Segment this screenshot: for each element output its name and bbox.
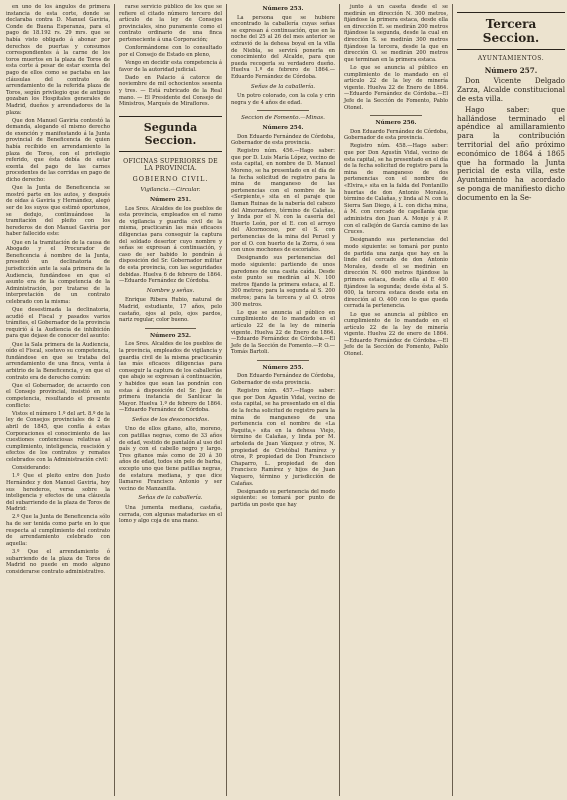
vigilancia-title: Vigilancia.—Circular.: [140, 187, 201, 194]
caballeria-title: Señas de la caballería.: [138, 495, 203, 502]
office-subtitle: GOBIERNO CIVIL.: [132, 174, 209, 183]
paragraph: Lo que se anuncia al público en cumplimiento de lo mandado en el artículo 22 de la ley de minería vigente. Huelva 22 de Enero de 1864.—Eduardo Fernández de Córdoba.—El Jefe de la Sección de Fomento.—P. O.—Tomás Bartoli.: [231, 309, 335, 356]
nombre-senas-title: Nombre y señas.: [146, 287, 195, 294]
paragraph: Conformándome con lo consultado por el Consejo de Estado en pleno,: [119, 45, 222, 58]
column-4: [339, 4, 452, 796]
divider: [257, 360, 309, 361]
paragraph: Que don Manuel Gaviria contestó la demanda, alegando el mismo derecho de exención y manifestando á la Junta provincial de Beneficencia de quien había recibido en arrendamiento la plaza de Toros, con el privilegio referido, que ésta debía de estar exenta del pago de las carnes procedentes de las corridas en pago de dicho derecho:: [6, 117, 110, 184]
paragraph: Que desestimada la declinatoria, acudió el Fiscal y pasados varios trámites, el Gobernador de la provincia requirió á la Audiencia de inhibición para que dejase de conocer del asunto:: [6, 307, 110, 340]
paragraph: Designando sus pertenencias del modo siguiente: partiendo de unos paredones de una casita caída. Desde este punto se medirán al N. 100 metros fijando la primera estaca, al E. 300 metros; para la segunda al S. 200 metros; para la tercera y al O. otros 300 metros.: [231, 255, 335, 308]
paragraph: Que la Sala primera de la Audiencia, oído el Fiscal, sostuvo su competencia, fundándose en que se trataba del arrendamiento de una finca, venta á arbitrio de la Beneficencia, y en que el contrato era de derecho común:: [6, 341, 110, 381]
column-3: [226, 4, 339, 796]
paragraph: Registro núm. 456.—Hago saber: que por D. Luis María López, vecino de esta capital, en nombre de D. Manuel Moreno, se ha presentado en el día de la fecha solicitud de registro para la mina de manganeso de las pertenencias con el nombre de la «Serpiente,» sita en el paraje que llaman Ruinas de la nabería del cabezo del Almorzadero, término de Calañas, y linda por el N. con la casería del Huerto León, por el E. con el arroyo del Alcornocoso, por el S. con pertenencias de la mina del Peruel y por el O. con huerto de la Zorra, ó sea con unos mochones de escoriales.: [231, 148, 335, 254]
paragraph: Designando sus pertenencias del modo siguiente: se tomará por punto de partida una zanja que hay en la linde del cercado de don Antonio Morales, desde el se medirán en dirección N. 600 metros fijándose la primera estaca, desde ella al E 400 fijándose la segunda; desde ésta al S. 600, la tercera estaca desde esta en dirección al O. 400 con lo que queda cerrada la pertenencia.: [344, 237, 448, 310]
divider: [370, 115, 422, 116]
paragraph: Que el Gobernador, de acuerdo con el Consejo provincial, insistió en su competencia, resultando el presente conflicto:: [6, 382, 110, 409]
paragraph: Registro núm. 457.—Hago saber: que por Don Agustín Vidal, vecino de esta capital, se ha presentado en el día de la fecha solicitud de registro para la mina de manganeso de una pertenencia con el nombre de «La Paquita,» sita en la dehesa Viejo, término de Calañas, y linda por M. arboleda de Juan Vázquez y otros, N. propiedad de Cristóbal Ramírez y otros, P. propiedad de Don Francisco Chaparro, L. propiedad de don Francisco Ramírez y hijos de Juan Vaquero, término y jurisdicción de Calañas.: [231, 388, 335, 487]
paragraph: Dado en Palacio á catorce de noviembre de mil ochocientos sesenta y tres. — Está rubricado de la Real mano. — El Presidente del Consejo de Ministros, Marqués de Miraflores.: [119, 74, 222, 108]
paragraph: Considerando:: [12, 465, 51, 472]
notice-number-255: Número 255.: [262, 364, 304, 371]
section-heading-tercera: Tercera Seccion.: [457, 12, 565, 50]
alcalde-line: Don Vicente Delgado Zarza, Alcalde constitucional de esta villa.: [457, 76, 565, 103]
paragraph: Vistos el número 1.º del art. 8.º de la ley de Consejos provinciales de 2 de abril de 1845, que confía á estas Corporaciones el conocimiento de las cuestiones contenciosas relativas al cumplimiento, inteligencia, rescisión y efectos de los contratos y remates celebrados con la Administración civil:: [6, 410, 110, 463]
governor-line-254: Don Eduardo Fernández de Córdoba, Gobernador de esta provincia.: [231, 133, 335, 147]
paragraph: Vengo en decidir esta competencia á favor de la autoridad judicial.: [119, 59, 222, 73]
office-title: OFICINAS SUPERIORES DE LA PROVINCIA.: [123, 157, 218, 173]
paragraph: La persona que se hubiere encontrado la caballería cuyas señas se expresan á continuación, que en la noche del 25 al 26 del mes anterior se extravió de la dehesa boyal en la villa de Niebla, se servirá ponerla en conocimiento del Alcalde, para que pueda recogerla su verdadero dueño. Huelva 1.º de febrero de 1864.—Eduardo Fernández de Córdoba.: [231, 14, 335, 80]
paragraph: Los Sres. Alcaldes de los pueblos de la provincia, empleados de vigilancia y guardia civil de la misma practicarán las más eficaces diligencias para conseguir la captura de los caballerías que abajo se expresan á continuación, y habidos que sean las pondrán con estas á disposición del Sr. Juez de primera instancia de Sanlúcar la Mayor. Huelva 1.º de febrero de 1864.—Eduardo Fernández de Córdoba.: [119, 341, 222, 414]
paragraph: junto á un caseta desde el se medirán en dirección N. 300 metros, fijándose la primera estaca, desde ella en dirección E. se medirán 200 metros fijándose la segunda, desde la cual en dirección S. se medirán 300 metros fijándose la tercera, desde la que en dirección O. se medirán 200 metros que terminan en la primera estaca.: [344, 4, 448, 63]
paragraph: Los Sres. Alcaldes de los pueblos de esta provincia, empleados en el ramo de vigilancia y guardia civil de la misma, practicarán las más eficaces diligencias para conseguir la captura del soldado desertor cuyo nombre y señas se expresan á continuación, y caso de ser habido lo pondrán á disposición del Sr. Gobernador militar de esta provincia, con las seguridades debidas. Huelva 6 de febrero de 1864.—Eduardo Fernández de Córdoba.: [119, 205, 222, 285]
notice-number-252: Número 252.: [150, 332, 191, 339]
section-heading-segunda: Segunda Seccion.: [119, 116, 222, 152]
paragraph: Que en la tramitación de la causa de Abogado y el Procurador de Beneficencia á nombre de la Junta, presentó un declinatoria de jurisdicción ante la sala primera de la Audiencia, fundándose en que el asunto era de la competencia de la Administración, por tratarse de la interpretación de un contrato celebrado con la misma:: [6, 239, 110, 305]
desconocidos-text: Uno de ellos gitano, alto, moreno, con patillas negras, como de 33 años de edad, vestido de pantalón al uso del país y con el cabello negro y largo. Tres gitanos más como de 20 á 30 años de edad, todos sin pelo de barba, excepto uno que tiene patillas negras, de estatura mediana, y que dice llamarse Francisco Antonio y ser vecino de Manzanilla.: [119, 426, 222, 492]
paragraph: 1.º Que el pleito entre don Justo Hernández y don Manuel Gaviria, hoy sus herederos, versa sobre la inteligencia y efectos de una cláusula del subarriendo de la plaza de Toros de Madrid:: [6, 473, 110, 513]
paragraph: rarse servicio público de los que se refiere el citado número tercero del artículo de la ley de Consejos provinciales, sino puramente como el contrato ordinario de una finca perteneciente á una Corporación;: [119, 4, 222, 43]
paragraph: Designando su pertenencia del modo siguiente: se tomará por punto de partida un poste que hay: [231, 488, 335, 508]
desconocidos-title: Señas de los desconocidos.: [132, 416, 209, 423]
notice-number-251: Número 251.: [150, 197, 191, 204]
notice-number-254: Número 254.: [262, 124, 304, 131]
column-1: [2, 4, 114, 796]
divider: [145, 328, 196, 329]
paragraph: Lo que se anuncia al público en cumplimiento de lo mandado en el artículo 22 de la ley de minería vigente. Huelva 22 de Enero de 1864.—Eduardo Fernández de Córdoba.—El Jefe de la Sección de Fomento, Pablo Otonel.: [344, 64, 448, 111]
caballeria-text-2: Un potro colorado, con la cola y crin negra y de 4 años de edad.: [231, 93, 335, 106]
notice-number-256: Número 256.: [375, 120, 417, 127]
paragraph: 3.º Que el arrendamiento ó subarriendo de la plaza de Toros de Madrid no puede en modo alguno considerarse contrato administrativo.: [6, 549, 110, 575]
divider: [257, 110, 309, 111]
paragraph: Que la Junta de Beneficencia se mostró parte en los autos, y después de oídas á Gaviria y Hernández, alegó ser de los suyos que estimó oportunos, se dedujo, continuándose la tramitación del pleito con los herederos de don Manuel Gaviria por haber fallecido este:: [6, 185, 110, 238]
fomento-minas-title: Seccion de Fomento.—Minas.: [241, 115, 325, 122]
paragraph: Hago saber: que hallándose terminado el apéndice al amillaramiento para la contribución territorial del año próximo económico de 1864 á 1865 que ha formado la Junta pericial de esta villa, este Ayuntamiento ha acordado se ponga de manifiesto dicho documento en la Se-: [457, 104, 565, 202]
column-5: [452, 4, 567, 796]
paragraph: Lo que se anuncia al público en cumplimiento de lo mandado en el artículo 22 de la ley de minería vigente. Huelva 22 de enero de 1864.—Eduardo Fernández de Córdoba.—El Jefe de la Sección de Fomento, Pablo Otonel.: [344, 311, 448, 358]
governor-line-256: Don Eduardo Fernández de Córdoba, Gobernador de esta provincia.: [344, 128, 448, 142]
nombre-senas-text: Enrique Ribera Rubio, natural de Madrid, estudiante, 17 años, pelo castaño, ojos al pelo, ojos pardos, nariz regular, color bueno.: [119, 297, 222, 324]
paragraph: Registro núm. 458.—Hago saber: que por Don Agustín Vidal, vecino de esta capital, se ha presentado en el día de la fecha solicitud de registro para la mina de manganeso de dos pertenencias con el nombre de «Elvira,» sita en la falda del Fontanillo huertas de don Antonio Morales, término de Calañas, y linda al N. con la Sierra San Diego, á L. con dicha mina, á M. con cercado de capellanía que administra don Juan A. Monje y á P. con el callejón de García camino de las Cruces.: [344, 143, 448, 236]
caballeria-title-2: Señas de la caballería.: [250, 83, 316, 90]
notice-number-257: Número 257.: [484, 65, 538, 75]
column-2: [114, 4, 226, 796]
ayuntamientos-heading: AYUNTAMIENTOS.: [477, 55, 545, 62]
paragraph: 2.º Que la Junta de Beneficencia sólo ha de ser tenida como parte en lo que respecta al cumplimiento del contrato de arrendamiento celebrado con aquella:: [6, 514, 110, 547]
governor-line-255: Don Eduardo Fernández de Córdoba, Gobernador de esta provincia.: [231, 373, 335, 387]
paragraph: en uno de los ángulos de primera instancia de esta corte, donde se declaraba contra D. Manuel Gaviria, Conde de Buena Esperanza, para el pago de 18.192 rs. 29 mrs. que se había visto obligado á abonar por derechos de puertas y consumos correspondientes á la carne de los toros muertos en la plaza de Toros de esta corte á pesar de estar exenta del pago de ellos como se pactaba en las cláusulas del contrato de arrendamiento de la referida plaza de Toros, según privilegio que de antiguo gozaban los Hospitales generales de Madrid, dueños y arrendadores de la plaza:: [6, 4, 110, 116]
notice-number-253: Número 253.: [262, 6, 304, 12]
caballeria-text: Una jumenta mediana, castaña, cerrada, con algunas matadurias en el lomo y algo coja de una mano.: [119, 505, 222, 525]
